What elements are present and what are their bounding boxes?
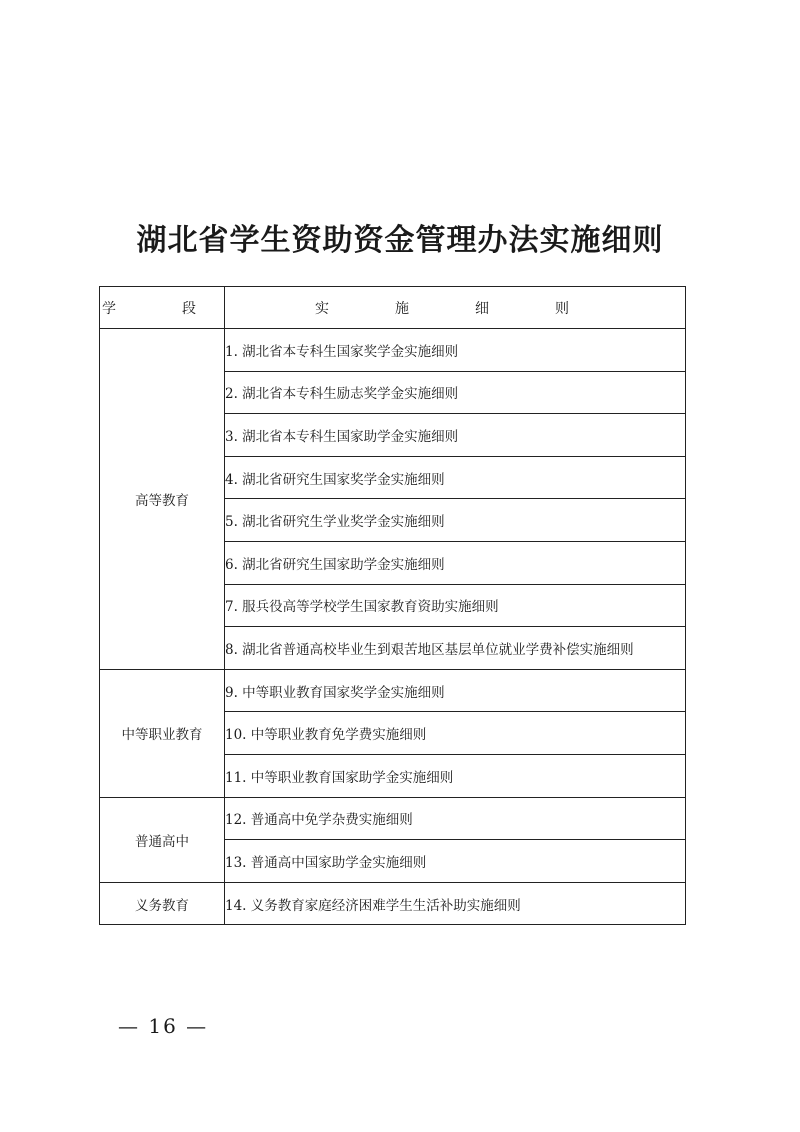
detail-item: 8. 湖北省普通高校毕业生到艰苦地区基层单位就业学费补偿实施细则	[225, 627, 686, 670]
document-title: 湖北省学生资助资金管理办法实施细则	[136, 223, 664, 258]
table-row	[100, 797, 686, 840]
detail-item: 1. 湖北省本专科生国家奖学金实施细则	[225, 329, 686, 372]
detail-item: 12. 普通高中免学杂费实施细则	[225, 797, 686, 840]
detail-item: 9. 中等职业教育国家奖学金实施细则	[225, 669, 686, 712]
rules-table	[99, 286, 686, 925]
page-number: — 16 —	[118, 1014, 209, 1038]
detail-item: 4. 湖北省研究生国家奖学金实施细则	[225, 456, 686, 499]
table-row	[100, 669, 686, 712]
detail-item: 2. 湖北省本专科生励志奖学金实施细则	[225, 371, 686, 414]
details-column-header: 实 施 细 则	[225, 287, 686, 329]
table-header-row	[100, 287, 686, 329]
stage-column-header: 学 段	[100, 287, 225, 329]
table-row	[100, 329, 686, 372]
stage-cell-higher-education: 高等教育	[100, 329, 225, 670]
detail-item: 3. 湖北省本专科生国家助学金实施细则	[225, 414, 686, 457]
detail-item: 11. 中等职业教育国家助学金实施细则	[225, 754, 686, 797]
detail-item: 10. 中等职业教育免学费实施细则	[225, 712, 686, 755]
stage-cell-secondary-vocational: 中等职业教育	[100, 669, 225, 797]
table-row	[100, 882, 686, 925]
detail-item: 7. 服兵役高等学校学生国家教育资助实施细则	[225, 584, 686, 627]
detail-item: 6. 湖北省研究生国家助学金实施细则	[225, 541, 686, 584]
stage-cell-high-school: 普通高中	[100, 797, 225, 882]
detail-item: 5. 湖北省研究生学业奖学金实施细则	[225, 499, 686, 542]
stage-cell-compulsory-education: 义务教育	[100, 882, 225, 925]
detail-item: 13. 普通高中国家助学金实施细则	[225, 840, 686, 883]
detail-item: 14. 义务教育家庭经济困难学生生活补助实施细则	[225, 882, 686, 925]
